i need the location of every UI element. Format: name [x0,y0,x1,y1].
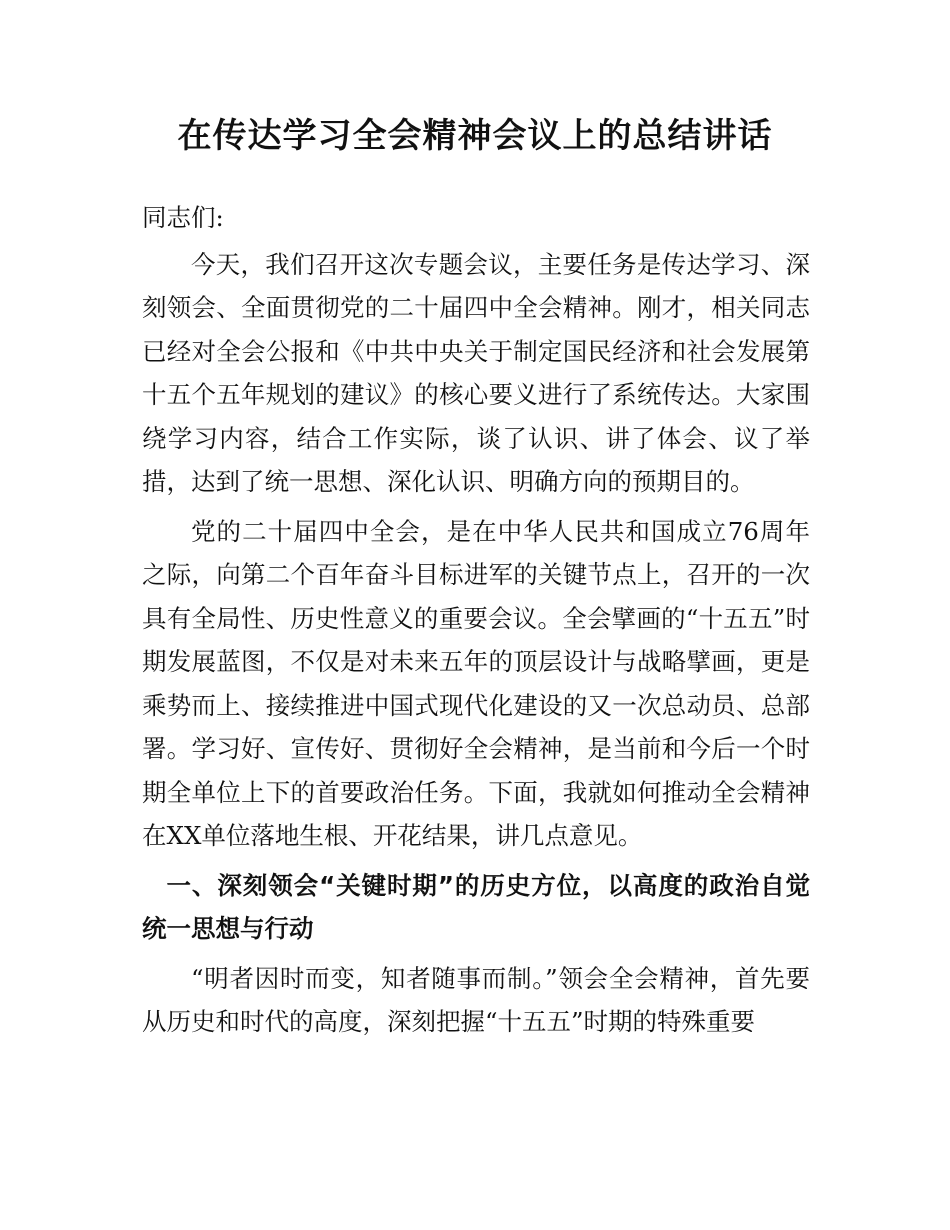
section-heading-1: 一、深刻领会“关键时期”的历史方位，以高度的政治自觉统一思想与行动 [142,870,810,943]
paragraph-opening: 今天，我们召开这次专题会议，主要任务是传达学习、深刻领会、全面贯彻党的二十届四中全会精神。刚才，相关同志已经对全会公报和《中共中央关于制定国民经济和社会发展第十五个五年规划的建议》的核心要义进行了系统传达。大家围绕学习内容，结合工作实际，谈了认识、讲了体会、议了举措，达到了统一思想、深化认识、明确方向的预期目的。 [142,249,810,496]
document-title: 在传达学习全会精神会议上的总结讲话 [177,116,773,156]
salutation: 同志们: [142,203,224,232]
section-1-paragraph: “明者因时而变，知者随事而制。”领会全会精神，首先要从历史和时代的高度，深刻把握“十五五”时期的特殊重要 [142,963,810,1036]
paragraph-background: 党的二十届四中全会，是在中华人民共和国成立76周年之际，向第二个百年奋斗目标进军的关键节点上，召开的一次具有全局性、历史性意义的重要会议。全会擘画的“十五五”时期发展蓝图，不仅是对未来五年的顶层设计与战略擘画，更是乘势而上、接续推进中国式现代化建设的又一次总动员、总部署。学习好、宣传好、贯彻好全会精神，是当前和今后一个时期全单位上下的首要政治任务。下面，我就如何推动全会精神在XX单位落地生根、开花结果，讲几点意见。 [142,516,810,850]
document-body [142,196,810,1044]
